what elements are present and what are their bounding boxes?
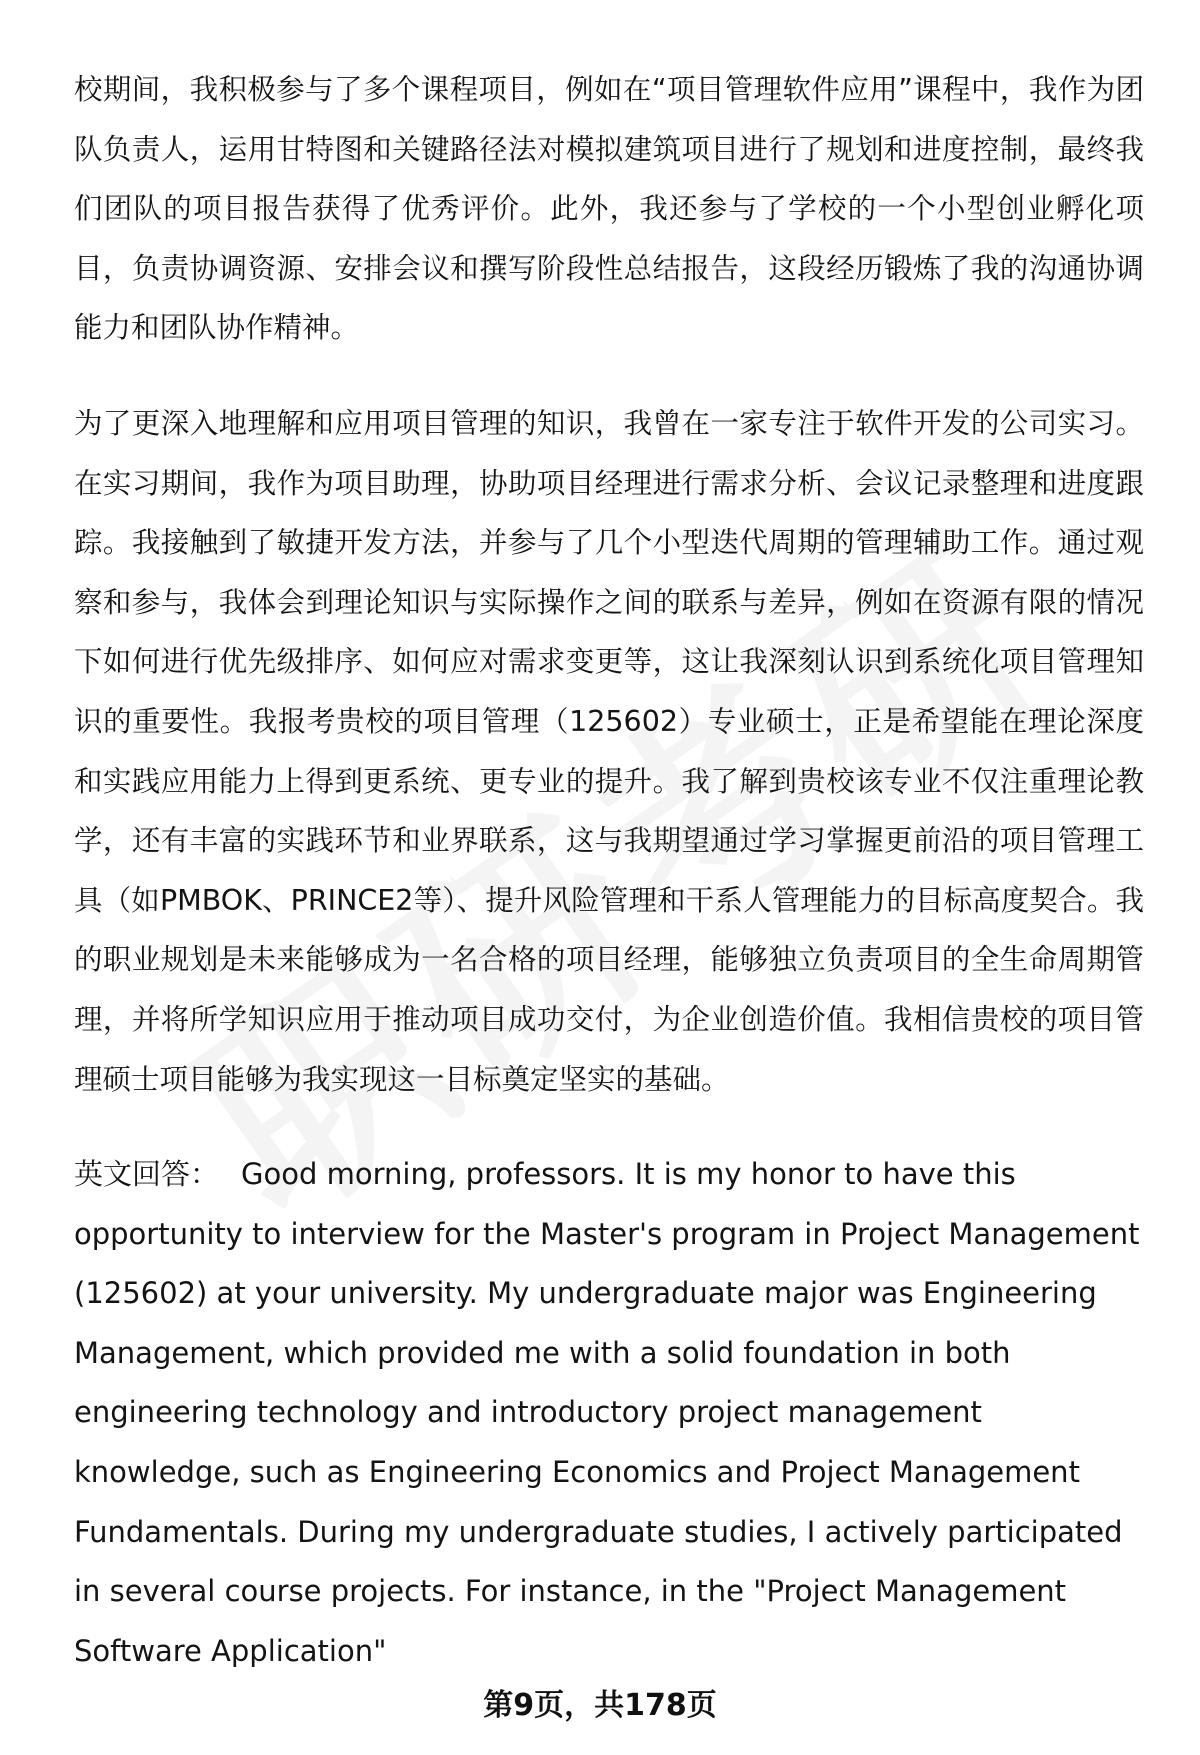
paragraph-internship: 为了更深入地理解和应用项目管理的知识，我曾在一家专注于软件开发的公司实习。在实习期间，我作为项目助理，协助项目经理进行需求分析、会议记录整理和进度跟踪。我接触到了敏捷开发方法，并参与了几个小型迭代周期的管理辅助工作。通过观察和参与，我体会到理论知识与实际操作之间的联系与差异，例如在资源有限的情况下如何进行优先级排序、如何应对需求变更等，这让我深刻认识到系统化项目管理知识的重要性。我报考贵校的项目管理（125602）专业硕士，正是希望能在理论深度和实践应用能力上得到更系统、更专业的提升。我了解到贵校该专业不仅注重理论教学，还有丰富的实践环节和业界联系，这与我期望通过学习掌握更前沿的项目管理工具（如PMBOK、PRINCE2等）、提升风险管理和干系人管理能力的目标高度契合。我的职业规划是未来能够成为一名合格的项目经理，能够独立负责项目的全生命周期管理，并将所学知识应用于推动项目成功交付，为企业创造价值。我相信贵校的项目管理硕士项目能够为我实现这一目标奠定坚实的基础。 <box>74 406 1144 1096</box>
paragraph-english-answer <box>74 1145 1144 1681</box>
english-answer-label: 英文回答： <box>74 1157 220 1192</box>
document-body <box>74 60 1144 1717</box>
english-answer-text: Good morning, professors. It is my honor to have this opportunity to interview for the Master's program in Project Management (125602) at your university. My undergraduate major was Engineering Management, which provided me with a solid foundation in both engineering technology and introductory project management knowledge, such as Engineering Economics and Project Management Fundamentals. During my undergraduate studies, I actively participated in several course projects. For instance, in the "Project Management Software Application" <box>74 1157 1140 1668</box>
page-number-footer: 第9页，共178页 <box>483 1688 717 1723</box>
paragraph-course-projects: 校期间，我积极参与了多个课程项目，例如在“项目管理软件应用”课程中，我作为团队负责人，运用甘特图和关键路径法对模拟建筑项目进行了规划和进度控制，最终我们团队的项目报告获得了优秀评价。此外，我还参与了学校的一个小型创业孵化项目，负责协调资源、安排会议和撰写阶段性总结报告，这段经历锻炼了我的沟通协调能力和团队协作精神。 <box>74 73 1144 345</box>
